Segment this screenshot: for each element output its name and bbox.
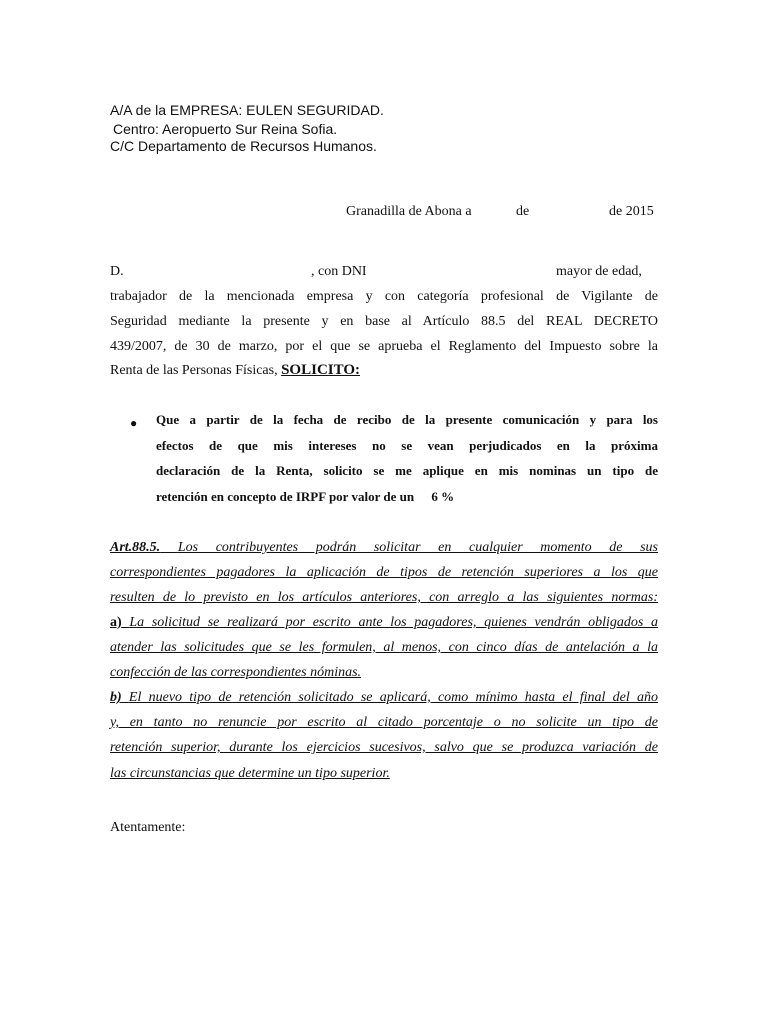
article-line bbox=[110, 540, 658, 556]
intro-last-text: Renta de las Personas Físicas, bbox=[110, 363, 278, 378]
bullet-line: declaración de la Renta, solicito se me aplique en mis nominas un tipo de bbox=[156, 463, 658, 478]
center-line: Centro: Aeropuerto Sur Reina Sofia. bbox=[113, 121, 338, 137]
bullet-line: Que a partir de la fecha de recibo de la presente comunicación y para los bbox=[156, 412, 658, 427]
article-line: correspondientes pagadores la aplicación de tipos de retención superiores a los que bbox=[110, 565, 658, 580]
closing-text: Atentamente: bbox=[110, 820, 186, 835]
article-a-line bbox=[110, 615, 658, 631]
article-line: confección de las correspondientes nóminas. bbox=[110, 665, 362, 680]
recipient-line: A/A de la EMPRESA: EULEN SEGURIDAD. bbox=[110, 102, 384, 118]
dni-label: , con DNI bbox=[311, 264, 367, 279]
article-b-first: El nuevo tipo de retención solicitado se aplicará, como mínimo hasta el final del año bbox=[128, 690, 658, 705]
article-line: retención superior, durante los ejercicios sucesivos, salvo que se produzca variación de bbox=[110, 740, 658, 755]
article-line: y, en tanto no renuncie por escrito al citado porcentaje o no solicite un tipo de bbox=[110, 715, 658, 730]
bullet-last-line bbox=[156, 489, 454, 505]
cc-line: C/C Departamento de Recursos Humanos. bbox=[110, 138, 377, 154]
article-b-label: b) bbox=[110, 690, 122, 705]
age-label: mayor de edad, bbox=[556, 264, 642, 279]
article-first-text: Los contribuyentes podrán solicitar en cualquier momento de sus bbox=[177, 540, 659, 555]
date-place: Granadilla de Abona a bbox=[346, 204, 472, 219]
bullet-last-text: retención en concepto de IRPF por valor de un bbox=[156, 489, 415, 504]
percent-value: 6 % bbox=[431, 489, 455, 504]
article-line: resulten de lo previsto en los artículos anteriores, con arreglo a las siguientes normas: bbox=[110, 590, 658, 605]
article-a-label: a) bbox=[110, 615, 122, 630]
article-b-line bbox=[110, 690, 658, 706]
intro-last-line bbox=[110, 362, 360, 379]
article-title: Art.88.5. bbox=[110, 540, 161, 555]
d-label: D. bbox=[110, 264, 124, 279]
intro-line: trabajador de la mencionada empresa y con categoría profesional de Vigilante de bbox=[110, 289, 658, 304]
solicito-label: SOLICITO: bbox=[281, 362, 361, 378]
bullet-icon: ● bbox=[130, 416, 138, 430]
intro-line: Seguridad mediante la presente y en base al Artículo 88.5 del REAL DECRETO bbox=[110, 314, 658, 329]
date-de-1: de bbox=[516, 204, 530, 219]
intro-line: 439/2007, de 30 de marzo, por el que se aprueba el Reglamento del Impuesto sobre la bbox=[110, 339, 658, 354]
date-de-2: de 2015 bbox=[609, 204, 654, 219]
article-a-first: La solicitud se realizará por escrito ante los pagadores, quienes vendrán obligados a bbox=[129, 615, 658, 630]
bullet-line: efectos de que mis intereses no se vean perjudicados en la próxima bbox=[156, 438, 658, 453]
article-line: las circunstancias que determine un tipo superior. bbox=[110, 766, 390, 781]
article-line: atender las solicitudes que se les formulen, al menos, con cinco días de antelación a la bbox=[110, 640, 658, 655]
